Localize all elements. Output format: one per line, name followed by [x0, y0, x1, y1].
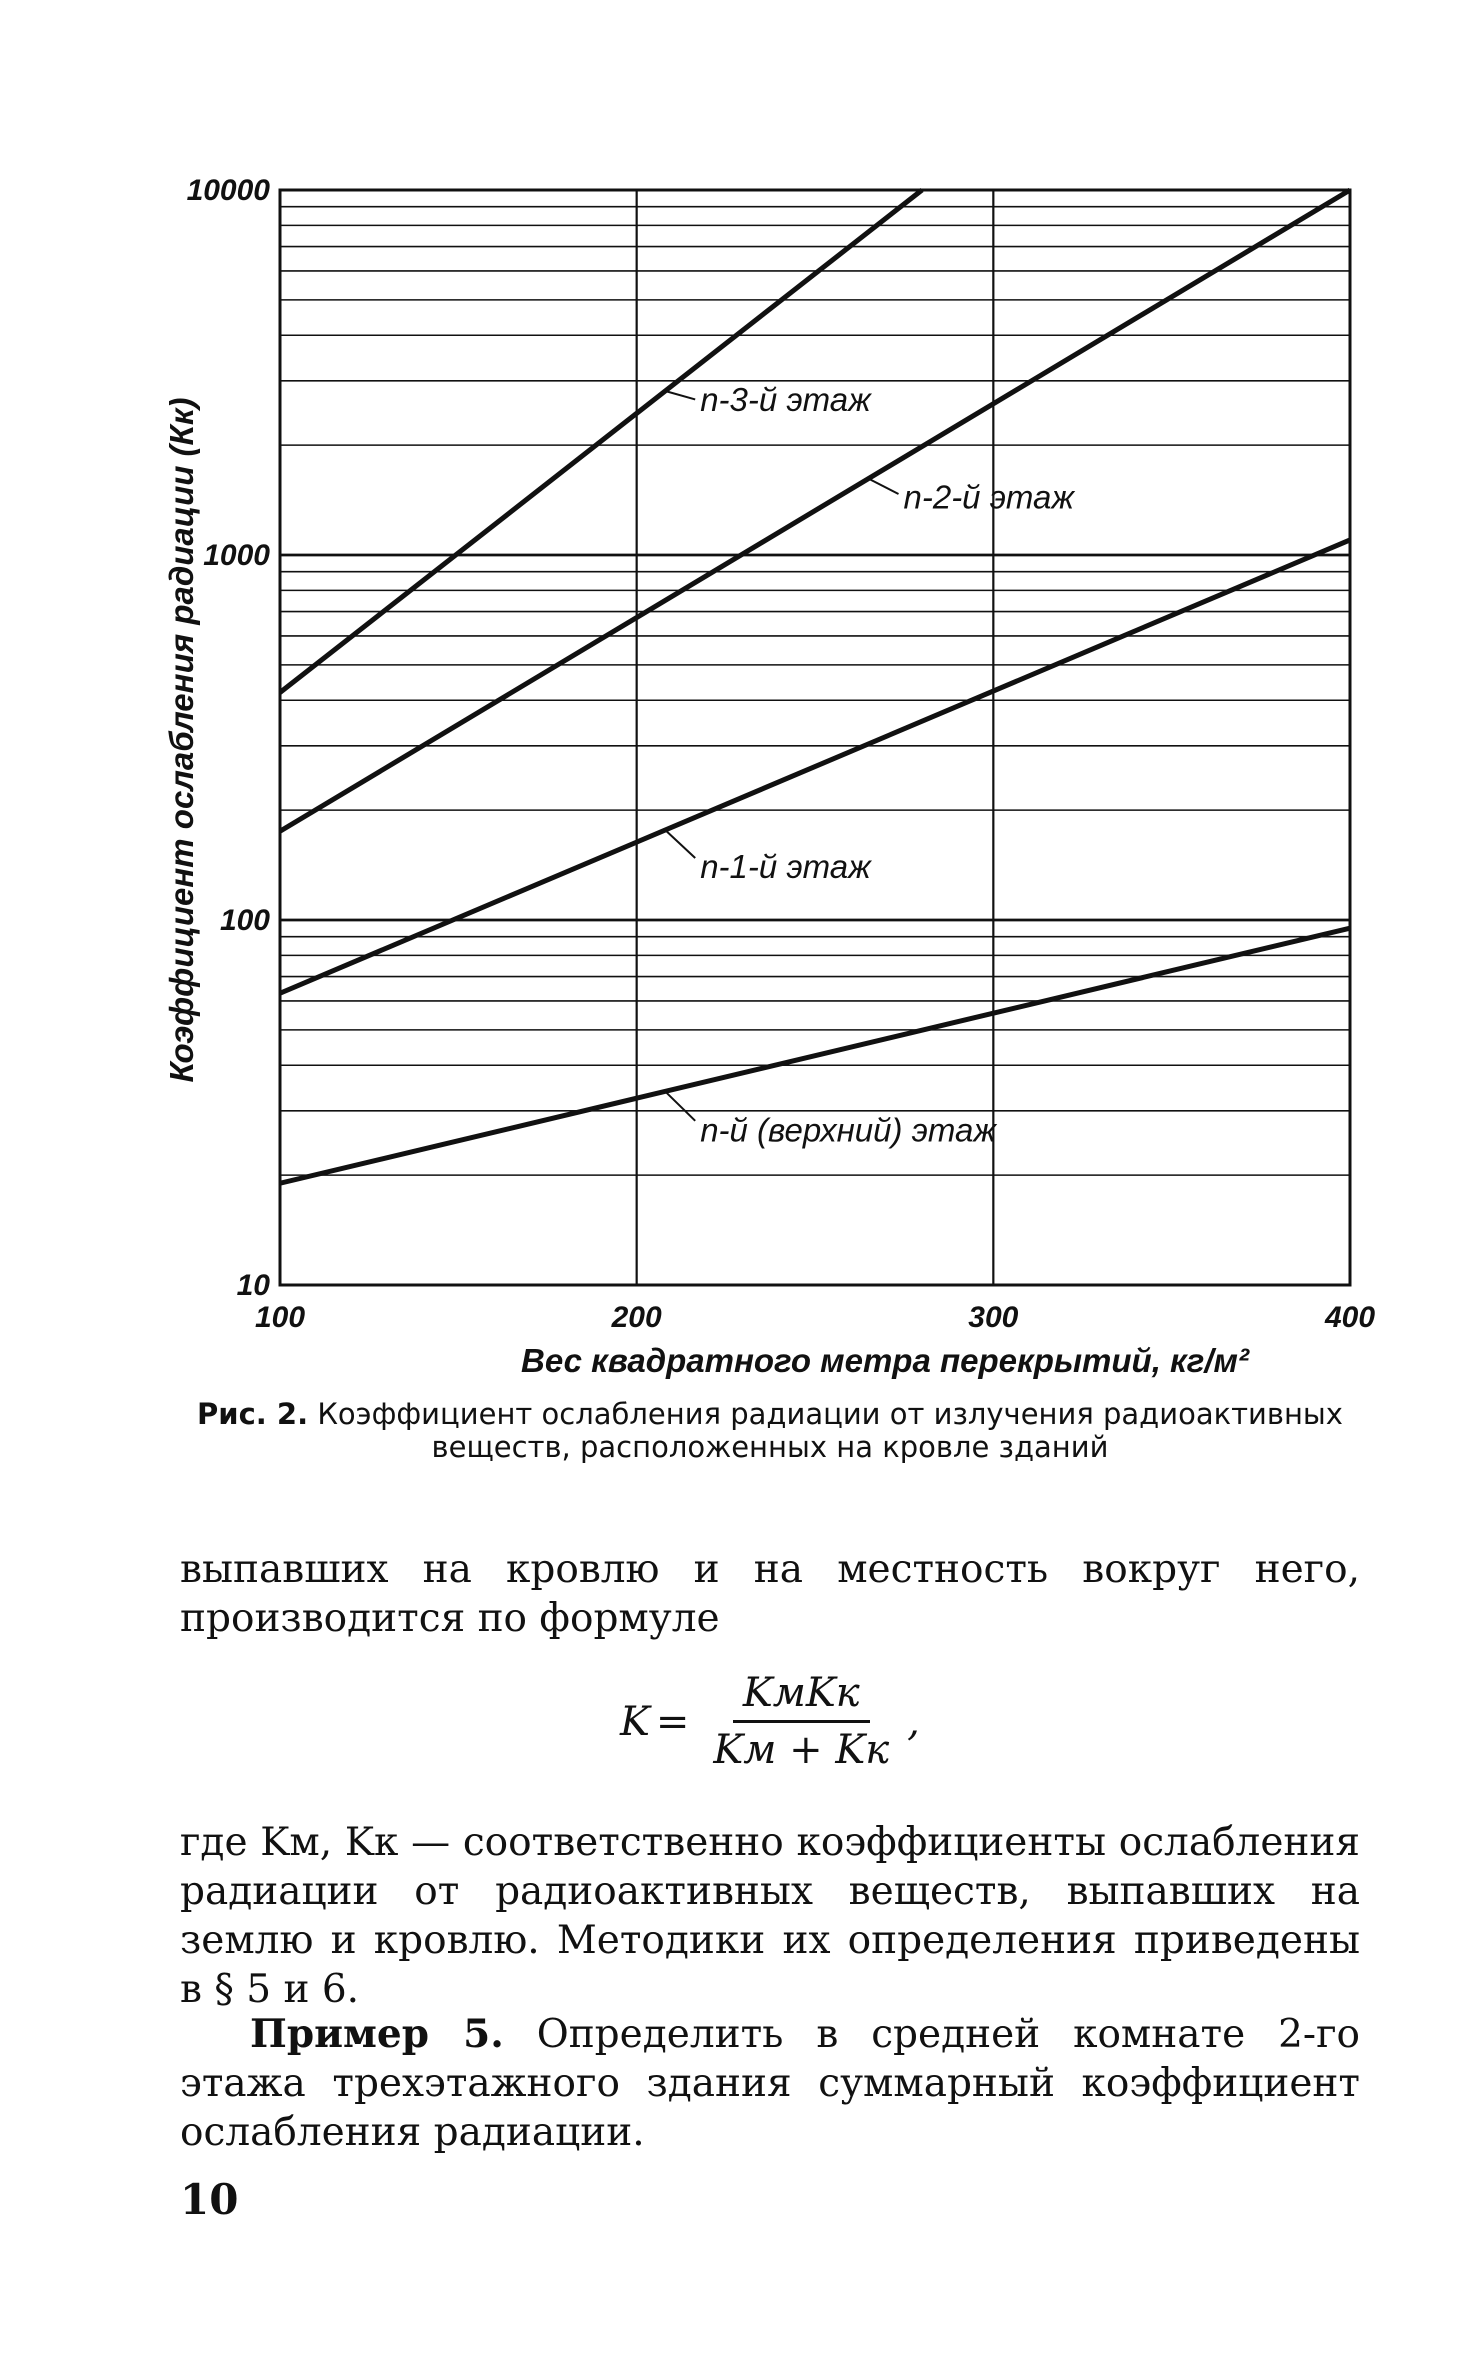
formula	[620, 1670, 920, 1773]
data-series	[280, 190, 1350, 1183]
example-label: Пример 5.	[250, 2011, 504, 2057]
formula-trail: ,	[907, 1698, 920, 1745]
x-tick-label: 100	[254, 1301, 306, 1334]
series-label: n-3-й этаж	[700, 381, 871, 419]
series-line	[280, 190, 1350, 831]
formula-lhs: K	[620, 1698, 650, 1745]
y-axis-title: Коэффициент ослабления радиации (Кк)	[163, 397, 200, 1083]
x-axis-title: Вес квадратного метра перекрытий, кг/м²	[521, 1342, 1249, 1379]
series-leader-line	[665, 1091, 695, 1120]
x-tick-label: 300	[968, 1301, 1019, 1334]
series-leader-line	[869, 479, 899, 494]
formula-fraction	[703, 1670, 899, 1773]
series-label: n-2-й этаж	[903, 478, 1075, 516]
figure-number: Рис. 2.	[197, 1397, 309, 1431]
paragraph-2: где Kм, Kк — соответственно коэффициенты ослабления радиации от радиоактивных веществ, выпавших на землю и кровлю. Методики их определения приведены в § 5 и 6.	[180, 1820, 1360, 2012]
formula-numerator: KмKк	[733, 1670, 870, 1723]
y-tick-label: 10000	[186, 174, 270, 207]
series-label: n-й (верхний) этаж	[700, 1111, 997, 1149]
y-tick-label: 10	[236, 1269, 270, 1302]
series-leader-line	[665, 391, 695, 399]
formula-equals: =	[655, 1698, 690, 1745]
x-tick-label: 400	[1324, 1301, 1376, 1334]
x-tick-label: 200	[611, 1301, 662, 1334]
axis-ticks	[187, 174, 1376, 1334]
figure-caption-text: Коэффициент ослабления радиации от излучения радиоактивных веществ, расположенных на кровле зданий	[317, 1397, 1343, 1464]
example-text: Определить в средней комнате 2-го этажа трехэтажного здания суммарный коэффициент ослабления радиации.	[180, 2012, 1360, 2155]
series-leader-line	[665, 830, 695, 858]
series-line	[280, 190, 922, 693]
paragraph-1: выпавших на кровлю и на местность вокруг него, производится по формуле	[180, 1547, 1360, 1641]
formula-denominator: Kм + Kк	[713, 1727, 890, 1773]
y-tick-label: 1000	[203, 539, 270, 572]
page-number: 10	[180, 2175, 239, 2224]
example-paragraph	[180, 2010, 1360, 2157]
series-line	[280, 540, 1350, 993]
series-label: n-1-й этаж	[700, 848, 871, 886]
figure-caption	[180, 1398, 1360, 1464]
y-tick-label: 100	[219, 904, 270, 937]
